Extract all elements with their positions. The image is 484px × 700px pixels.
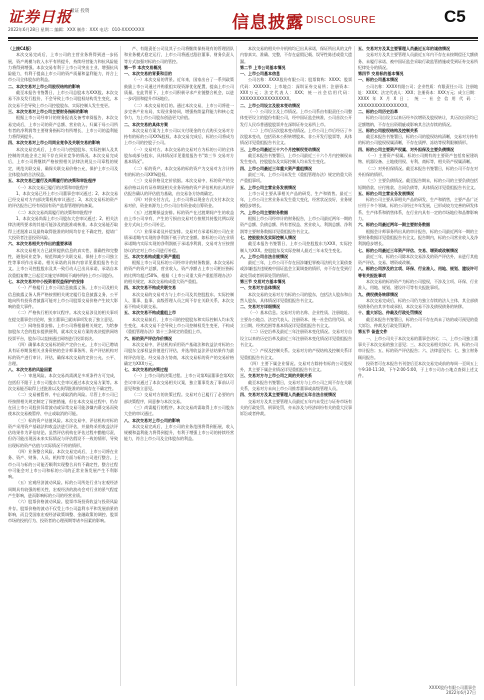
body-paragraph: 1、本次交易尚需上市公司股东大会审议通过；2、相关法律法规所要求的其他可能涉及的批准或核准。本次交易能否取得上述批准以及最终取得批准的时间均存在不确定性，提请广大投资者注意投资风险。 [8,216,118,240]
body-paragraph: （五）过渡期损益安排。标的资产在过渡期间产生的收益由上市公司享有，产生的亏损由交易对方按照其持股比例以现金方式向上市公司补足。 [124,209,234,228]
body-paragraph: 最近三年，上市公司未发生《重组管理办法》规定的重大资产重组事项。 [240,171,352,184]
body-paragraph: （二）严格执行相关审议程序。本次交易涉及的相关事项在提交董事会讨论时，独立董事已就该事项发表了独立意见。 [8,310,118,322]
section-heading: 六、本次交易相关方作出的重要承诺 [8,241,72,247]
header-rule-thin [8,40,478,41]
body-paragraph: 截至本报告书签署日，标的公司的股权结构清晰，交易对方持有的标的公司股权权属清晰，不存在质押、冻结等权利限制情形。 [358,134,478,146]
section-heading: 八、标的公司涉及的立项、环保、行业准入、用地、规划、建设许可等有关报批事项 [358,266,478,278]
text-column-4 [358,46,478,686]
body-paragraph: 一、上市公司关于本次交易的董事会决议；二、上市公司独立董事关于本次交易的独立意见；三、本次交易相关协议；四、标的公司审计报告；五、标的资产评估报告；六、法律意见书；七、独立财务顾问报告。 [358,335,478,360]
body-paragraph: （四）对价支付方式。上市公司将以现金方式支付本次交易对价，资金来源为上市公司自有资金或自筹资金。 [124,197,234,209]
body-paragraph: （四）确保本次交易标的资产定价公允。上市公司已聘请具有证券期货相关业务资格的会计师事务所、资产评估机构对标的资产进行审计、评估，确保本次交易的定价公允、公平、合理。 [8,341,118,366]
body-paragraph: 本次交易相关方已就所提供信息的真实性、准确性和完整性，避免同业竞争，规范和减少关联交易，保持上市公司独立性等事项作出承诺。相关承诺的具体内容详见重组报告书全文。上市公司控股股东及其一致行动人已出具承诺，承诺自本次重组复牌之日起至实施完毕期间不减持所持上市公司股份。 [8,247,118,278]
body-paragraph: 本次交易的相关中介机构均已出具承诺，保证所出具的文件内容真实、准确、完整，不存在虚假记载、误导性陈述或重大遗漏。 [240,46,352,64]
body-paragraph: 根据上市公司经审计的财务报表及备考审阅报告，本次交易完成后，上市公司的资产总额、营业收入、归属于母公司所有者的净利润等主要财务指标均有所增长，上市公司的盈利能力将得到提升。 [8,115,118,140]
section-heading: 七、控股股东及实际控制人情况 [240,234,296,240]
signature-block [429,685,476,695]
body-paragraph: （一）本次交易已履行的决策和审批程序 [16,184,88,190]
body-paragraph: 产、有限责任公司及其子公司将继续保持现有的管理团队和业务模式稳定运行，上市公司将通过派驻董事、财务负责人等方式加强对标的公司的管控。 [124,46,234,64]
section-heading: 四、上市公司最近三年重大资产重组情况 [240,165,312,171]
section-heading: 三、交易对方与上市公司之间的关联关系 [240,373,312,379]
section-heading: 四、标的公司主要资产权属、对外担保及主要负债情况 [358,146,454,152]
body-paragraph: （五）宏观经济波动风险。标的公司所处行业与宏观经济周期具有较强的相关性，宏观经济的波动会对行业的景气程度产生影响，进而影响标的公司的经营业绩。 [8,480,118,499]
section-heading: 二、上市公司设立及股本变动情况 [240,102,300,108]
section-heading: 三、标的公司股权结构及控制关系 [358,127,418,133]
section-heading: 二、交易对方详细情况 [240,304,280,310]
section-title: 信息披露 [232,13,304,33]
signature-company: XXXX股份有限公司董事会 [429,685,476,690]
body-paragraph: （一）审批风险。本次交易尚需满足多项条件方可完成，包括但不限于上市公司股东大会审议通过本次交易方案等。本次交易能否取得上述批准以及获得批准的时间存在不确定性。 [8,373,118,392]
section-subtitle: DISCLOSURE [306,15,377,26]
body-paragraph: 截至本报告书签署日，交易对方与上市公司之间不存在关联关系，交易对方未向上市公司推荐董事或高级管理人员。 [240,379,352,392]
section-heading: （上接C4版） [8,46,34,51]
body-paragraph: （六）股票价格波动风险。股票市场投资收益与投资风险并存。股票价格的波动不仅受上市公司盈利水平和发展前景的影响，而且受国家宏观经济政策调整、金融政策的调控、股票市场的投机行为、投资者的心理预期等诸多因素的影响。 [8,499,118,524]
body-paragraph: 上市公司主要从事相关产品的研发、生产和销售。最近三年，上市公司主营业务未发生重大变化，经营状况良好，业务规模稳步增长。 [240,190,352,209]
body-paragraph: （三）主要负债情况。截至报告期末，标的公司的主要负债包括短期借款、应付账款、合同负债等，具体情况详见重组报告书全文。 [358,178,478,190]
section-heading: 七、本次交易的决策过程 [124,367,168,373]
body-paragraph: 标的公司自设立以来历经多次增资及股权转让，其历次出资均已足额缴纳，不存在出资瑕疵或影响其合法存续的情况。 [358,115,478,127]
body-paragraph: 根据上市公司经审计的财务报告，上市公司最近两年一期的资产总额、负债总额、所有者权益、营业收入、利润总额、净利润等主要财务数据详见重组报告书全文。 [240,216,352,234]
body-paragraph: （四）业务整合风险。本次交易完成后，上市公司将在业务、资产、财务、人员、机构等方面与标的公司进行整合。上市公司与标的公司能否顺利实现整合具有不确定性，整合过程中可能会对上市公司和标的公司的正常业务发展产生不利影响。 [8,449,118,480]
body-paragraph: 本次交易完成后，上市公司的主营业务将得到进一步拓展，资产规模与收入水平有所提升，持续经营能力和抗风险能力将得到增强。本次交易有利于上市公司突出主业、增强抗风险能力，有利于提高上市公司的资产质量和盈利能力，符合上市公司全体股东的利益。 [8,52,118,83]
body-paragraph: 本次交易完成后，标的公司仍为独立存续的法人主体，其全部债权债务仍由其享有或承担，本次交易不涉及债权债务的转移。 [358,297,478,310]
body-paragraph: 投资者可在本报告书刊登后至本次交易完成前的每周一至周五上午9:30-11:30，下午2:00-5:00，于上市公司办公地点查阅上述文件。 [358,360,478,379]
newspaper-logo: 证券日报 [8,8,73,26]
body-paragraph: （三）网络投票安排。上市公司将根据相关规定，为给参加股东大会的股东提供便利，就本次交易方案的表决提供网络投票平台，股东可以直接通过网络进行投票表决。 [8,323,118,341]
section-heading: 五、交易对方及其主要管理人员最近五年的诚信情况 [358,46,450,51]
section-heading: 一、上市公司基本信息 [240,71,280,77]
body-paragraph: 截至本报告书签署日，上市公司最近三十六个月内控制权未发生变动，控股股东及实际控制人均未发生变化。 [240,153,352,165]
section-heading: 二、本次交易的具体方案 [124,121,168,127]
body-paragraph: （二）历史沿革及最近三年注册资本变化情况。交易对方自设立以来的历史沿革及最近三年注册资本变化情况详见重组报告书全文。 [240,329,352,347]
body-paragraph: 本次交易完成后，上市公司的业务范围将得到拓展，收入规模和盈利能力将得到提升，有利于增强上市公司的持续经营能力，符合上市公司及全体股东的利益。 [124,423,234,442]
masthead-dateline: 2022年6月28日 星期二 编辑：XXX 制作：XXX 电话：010-XXXXXXXX [8,27,145,32]
body-paragraph: （一）公司设立及上市情况。上市公司系由有限责任公司整体变更设立的股份有限公司，经中国证监会核准，公司首次公开发行人民币普通股股票并在深圳证券交易所上市。 [240,108,352,127]
body-paragraph: （一）主要资产权属。标的公司拥有的主要资产包括房屋建筑物、机器设备、土地使用权、专利、商标等，相关资产权属清晰。 [358,153,478,165]
body-paragraph: 本次交易方案为上市公司以支付现金的方式购买交易对方持有的标的公司XX%股权。本次交易完成后，标的公司将成为上市公司的控股子公司。 [124,127,234,146]
section-heading: 五、标的公司主营业务发展情况 [358,190,414,196]
body-paragraph: 公司名称：XXXX股份有限公司；股票简称：XXXX；股票代码：XXXXXX；上市地点：深圳证券交易所；注册资本：XXX万元；法定代表人：XXX；统一社会信用代码：XXXXXXXXXXXXXXXXXX。 [240,77,352,102]
body-paragraph: 标的公司主要从事相关产品的研发、生产和销售，主要产品广泛应用于多个领域。标的公司经过多年发展，已形成较为完善的研发体系、生产体系和销售体系，在行业内具有一定的市场地位和品牌影响力。 [358,197,478,222]
body-paragraph: （三）产权及控制关系。交易对方的产权结构及控制关系详见重组报告书全文。 [240,348,352,360]
body-paragraph: 最近三年，上市公司不存在因涉嫌犯罪被司法机关立案侦查或涉嫌违法违规被中国证监会立案调查的情形，亦不存在受到行政处罚或者刑事处罚的情形。 [240,260,352,278]
section-heading: 二、标的公司历史沿革 [358,108,398,114]
text-column-1 [8,46,118,686]
body-paragraph: （一）交易对方。本次交易的交易对方为标的公司的全体股东或部分股东，具体情况详见重组报告书“第三节 交易对方基本情况”。 [124,146,234,165]
body-paragraph: 本次交易前后，上市公司的控股股东和实际控制人均未发生变化，本次交易不会导致上市公司控制权发生变更，不构成《重组管理办法》第十三条规定的重组上市。 [124,316,234,335]
body-paragraph: 根据会计师事务所出具的审计报告，标的公司最近两年一期的主要财务数据详见重组报告书全文。报告期内，标的公司营业收入及净利润稳步增长。 [358,228,478,247]
section-heading: 第四节 交易标的基本情况 [358,71,404,77]
body-paragraph: 截至本报告书签署日，上市公司总股本为XXX股。本次交易不涉及发行股份，不会导致上市公司股权结构发生变化，本次交易不会导致上市公司控股股东、实际控制人发生变更。 [8,90,118,108]
section-heading: 一、交易对方总体情况 [240,285,280,291]
section-heading: 三、本次交易对上市公司主要财务指标的影响 [8,108,88,114]
body-paragraph: 截至本报告书签署日，上市公司控股股东为XXX，实际控制人为XXX。控股股东及实际控制人最近三年未发生变化。 [240,241,352,253]
section-heading: 九、债权债务转移情况 [358,291,398,297]
section-heading: 第三节 交易对方基本情况 [240,278,286,284]
text-column-3 [240,46,352,686]
section-heading: 三、上市公司最近三十六个月控制权变动情况 [240,146,320,152]
body-paragraph: （二）对外担保情况。截至本报告书签署日，标的公司不存在对外担保的情形。 [358,165,478,177]
body-paragraph: （二）交易被暂停、中止或取消的风险。尽管上市公司已经按照相关规定制定了保密措施，但在本次交易过程中，仍存在因上市公司股价异常波动或异常交易可能涉嫌内幕交易而致使本次交易被暂停、中止或取消的可能。 [8,392,118,417]
body-paragraph: （二）标的资产。本次交易的标的资产为交易对方合计持有的标的公司XX%股权。 [124,165,234,177]
section-heading: 六、上市公司主要财务数据 [240,209,288,215]
section-heading: 三、本次交易构成重大资产重组 [124,253,180,259]
body-paragraph: （三）标的资产估值风险。本次交易中，评估机构对标的资产采用资产基础法和收益法进行评估，并最终采用收益法评估结果作为评估结论。虽然评估机构在评估过程中勤勉尽责，但仍可能出现因未来实际情况与评估假设不一致的情形，导致出现标的资产估值与实际情况不符的情形。 [8,417,118,448]
body-paragraph: （三）交易价格及定价依据。本次交易中，标的资产的交易价格以具有证券期货相关业务资格的资产评估机构出具的评估报告确认的评估值为基础，由交易各方协商确定。 [124,178,234,196]
body-paragraph: （一）基本信息。交易对方的名称、企业性质、注册地址、主要办公地点、法定代表人、注册资本、统一社会信用代码、成立日期、经营范围等基本情况详见重组报告书全文。 [240,310,352,329]
body-paragraph: 本次交易的标的资产为标的公司股权，不涉及立项、环保、行业准入、用地、规划、建设许可等有关报批事项。 [358,278,478,291]
section-heading: 第一节 本次交易概况 [124,64,162,70]
body-paragraph: （一）本次交易的背景。近年来，国家出台了一系列政策鼓励上市公司通过并购重组实现资源优化配置，提高上市公司质量。在此背景下，上市公司积极寻求产业链整合机会，以进一步巩固和提升市场地位。 [124,77,234,102]
body-paragraph: （二）本次交易的目的。通过本次交易，上市公司将进一步完善产业布局，实现业务协同，增强持续盈利能力和核心竞争力，为上市公司股东创造更大价值。 [124,102,234,121]
body-paragraph: （四）主要下属企业情况。交易对方除持有标的公司股权外，其主要下属企业情况详见重组报告书全文。 [240,360,352,373]
column-divider [120,46,121,686]
section-heading: 一、标的公司基本情况 [358,77,398,83]
column-divider [354,46,355,686]
section-heading: 四、本次交易不构成关联交易 [124,285,176,291]
body-paragraph: 公司名称：XXXX有限公司；企业性质：有限责任公司；注册地址：XXXX；法定代表人：XXX；注册资本：XXX万元；成立日期：XXXX年X月X日；统一社会信用代码：XXXXXXXXXXXXXXXXXX。 [358,83,478,108]
body-paragraph: （二）上市后历次股本变动情况。上市公司上市后经历了多次股本变动，包括资本公积转增股本、非公开发行股票等，具体情况详见重组报告书全文。 [240,127,352,146]
section-heading: 六、标的资产评估作价情况 [124,335,172,341]
body-paragraph: 根据上市公司及标的公司经审计的财务数据，本次交易标的资产的资产总额、营业收入、资产净额占上市公司相应指标的比例均超过50%，根据《上市公司重大资产重组管理办法》的相关规定，本次交易构成重大资产重组。 [124,260,234,284]
body-paragraph: （三）尚需履行的程序。本次交易尚需取得上市公司股东大会的审议通过。 [124,404,234,417]
page-number: C5 [444,7,466,26]
section-heading: 八、本次交易的风险因素 [8,367,52,373]
section-heading: 二、本次交易对上市公司股权结构的影响 [8,83,80,89]
section-heading: 七、本次交易对中小投资者权益保护的安排 [8,278,84,284]
signature-date: 2022年6月27日 [446,690,476,695]
body-paragraph: 截至本报告书签署日，标的公司不存在尚未了结的或可预见的重大诉讼、仲裁及行政处罚案件。 [358,316,478,329]
body-paragraph: （一）上市公司的决策过程。上市公司第X届董事会第X次会议审议通过了本次交易相关议案，独立董事发表了事前认可意见和独立意见。 [124,373,234,392]
body-paragraph: 本次交易的交易对方与上市公司及其控股股东、实际控制人、董事、监事、高级管理人员之间不存在关联关系，本次交易不构成关联交易。 [124,291,234,310]
section-heading: 七、标的公司最近三年资产评估、交易、增资或改制情况 [358,247,458,253]
body-paragraph: 最近三年，标的公司除本次交易涉及的资产评估外，未进行其他资产评估、交易、增资或改制。 [358,253,478,266]
section-heading: 五、本次交易已履行及尚需履行的决策和审批程序 [8,178,96,184]
section-heading: 五、本次交易不构成重组上市 [124,310,176,316]
masthead [0,0,484,44]
body-paragraph: （二）交易对方的决策过程。交易对方已履行了必要的内部决策程序，同意参与本次交易。 [124,392,234,404]
body-paragraph: 交易对方及其主要管理人员最近五年内未受过与证券市场有关的行政处罚、刑事处罚，亦未涉及与经济纠纷有关的重大民事诉讼或者仲裁。 [240,398,352,417]
section-heading: 一、本次交易的背景和目的 [124,71,172,77]
text-column-2 [124,46,234,686]
body-paragraph: 本次交易中，评估机构采用资产基础法和收益法对标的公司股东全部权益价值进行评估，并选用收益法评估结果作为最终评估结论。经交易各方协商，本次交易标的资产的交易价格确定为XXX万元。 [124,341,234,366]
section-heading: 第五节 备查文件 [358,329,388,335]
section-heading: 五、上市公司主营业务发展情况 [240,184,296,190]
section-heading: 第二节 上市公司基本情况 [240,64,286,70]
body-paragraph: （二）本次交易尚需履行的决策和审批程序 [16,209,92,215]
section-heading: 十、重大诉讼、仲裁及行政处罚情况 [358,310,422,316]
body-paragraph: 1、本次交易已经上市公司董事会审议通过；2、本次交易已经交易对方内部决策机构审议通过；3、本次交易标的资产的评估报告已经有权国有资产监督管理机构备案。 [8,190,118,209]
body-paragraph: 本次交易完成后，上市公司与控股股东、实际控制人及其控制的其他企业之间不存在同业竞争的情况。本次交易完成后，上市公司将继续严格按照相关法律法规及公司章程的规定，规范关联交易，确保关联交易价格公允，保护上市公司及全体股东的合法权益。 [8,146,118,177]
header-rule-thick [8,37,478,39]
body-paragraph: （一）严格履行上市公司信息披露义务。上市公司及相关信息披露义务人将严格按照相关规定履行信息披露义务，公平地向所有投资者披露可能对上市公司股票交易价格产生较大影响的重大事件。 [8,285,118,310]
body-paragraph: 交易对方及其主要管理人员最近五年内不存在未按期偿还大额债务、未履行承诺、被中国证监会采取行政监管措施或受到证券交易所纪律处分的情况。 [358,52,478,70]
masthead-tagline: 最证 投资 [70,9,90,14]
section-heading: 六、标的公司最近两年一期主要财务数据 [358,222,430,228]
body-paragraph: 本次交易的交易对方为标的公司的股东，包括法人股东和自然人股东，具体情况详见重组报告书全文。 [240,291,352,303]
section-heading: 四、交易对方及其主要管理人员最近五年合法合规情况 [240,392,336,398]
body-paragraph: （六）业绩承诺及补偿安排。交易对方承诺标的公司在业绩承诺期内实现的净利润不低于约定金额。如标的公司在业绩承诺期内实际实现的净利润低于承诺净利润，交易对方应按照协议约定对上市公司进行补偿。 [124,228,234,253]
section-heading: 八、上市公司合法合规情况 [240,253,288,259]
section-heading: 四、本次交易对上市公司同业竞争及关联交易的影响 [8,140,100,146]
column-divider [236,46,237,686]
section-heading: 八、本次交易对上市公司的影响 [124,417,180,423]
